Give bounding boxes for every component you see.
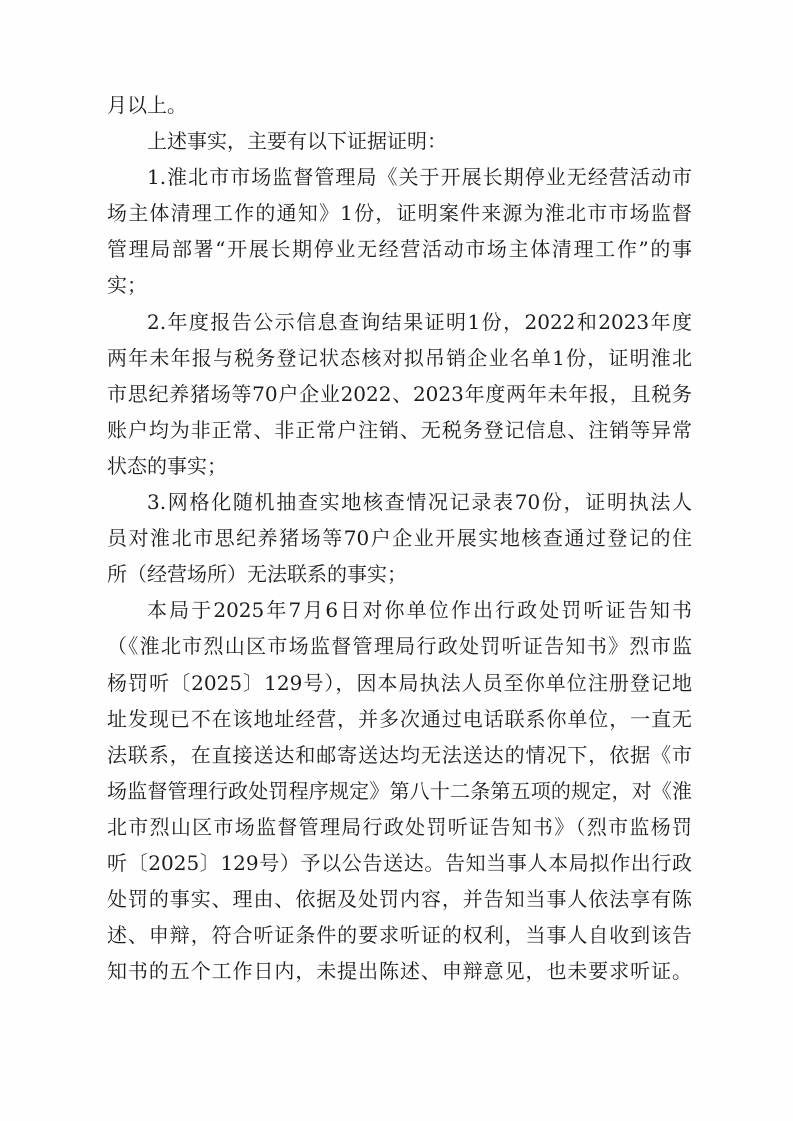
paragraph-first-line: 本局于2025年7月6日对你单位作出行政处罚听证告知书 xyxy=(147,598,692,623)
text-line: （《淮北市烈山区市场监督管理局行政处罚听证告知书》烈市监 xyxy=(107,634,692,659)
text-line: 场主体清理工作的通知》1份，证明案件来源为淮北市市场监督 xyxy=(107,201,692,226)
paragraph-first-line: 2.年度报告公示信息查询结果证明1份，2022和2023年度 xyxy=(147,309,692,334)
text-line: 状态的事实； xyxy=(107,453,227,478)
text-line: 知书的五个工作日内，未提出陈述、申辩意见，也未要求听证。 xyxy=(107,959,692,984)
paragraph-first-line: 1.淮北市市场监督管理局《关于开展长期停业无经营活动市 xyxy=(147,165,692,190)
text-line: 北市烈山区市场监督管理局行政处罚听证告知书》（烈市监杨罚 xyxy=(107,814,692,839)
text-line: 市思纪养猪场等70户企业2022、2023年度两年未年报，且税务 xyxy=(107,381,692,406)
text-line: 实； xyxy=(107,273,147,298)
text-line: 处罚的事实、理由、依据及处罚内容，并告知当事人依法享有陈 xyxy=(107,887,692,912)
text-line: 杨罚听〔2025〕129号），因本局执法人员至你单位注册登记地 xyxy=(107,670,692,695)
text-line: 法联系，在直接送达和邮寄送达均无法送达的情况下，依据《市 xyxy=(107,742,692,767)
text-line: 所（经营场所）无法联系的事实； xyxy=(107,562,407,587)
paragraph-first-line: 3.网格化随机抽查实地核查情况记录表70份，证明执法人 xyxy=(147,490,692,515)
text-line: 管理局部署“开展长期停业无经营活动市场主体清理工作”的事 xyxy=(107,237,692,262)
text-line: 址发现已不在该地址经营，并多次通过电话联系你单位，一直无 xyxy=(107,706,692,731)
text-line: 账户均为非正常、非正常户注销、无税务登记信息、注销等异常 xyxy=(107,417,692,442)
text-line: 两年未年报与税务登记状态核对拟吊销企业名单1份，证明淮北 xyxy=(107,345,692,370)
paragraph-first-line: 上述事实，主要有以下证据证明： xyxy=(147,129,447,154)
text-line: 员对淮北市思纪养猪场等70户企业开展实地核查通过登记的住 xyxy=(107,526,692,551)
text-line: 述、申辩，符合听证条件的要求听证的权利，当事人自收到该告 xyxy=(107,923,692,948)
text-line: 月以上。 xyxy=(107,93,187,117)
text-line: 场监督管理行政处罚程序规定》第八十二条第五项的规定，对《淮 xyxy=(107,778,692,803)
text-line: 听〔2025〕129号）予以公告送达。告知当事人本局拟作出行政 xyxy=(107,850,692,875)
document-body xyxy=(107,87,692,989)
